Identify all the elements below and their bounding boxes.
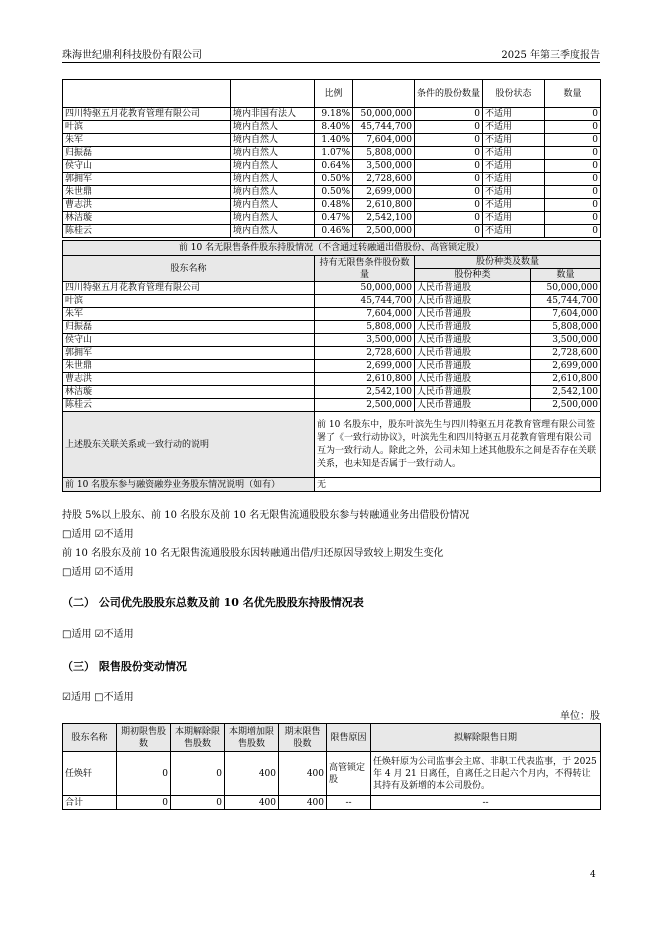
table-cell: 人民币普通股 <box>415 373 531 386</box>
table-cell: 叶滨 <box>63 121 231 134</box>
table-cell: 四川特驱五月花教育管理有限公司 <box>63 108 231 121</box>
table-row <box>63 321 601 334</box>
table-total-row <box>63 796 601 810</box>
table-cell: 0 <box>415 134 483 147</box>
table-cell: 0.46% <box>315 225 353 238</box>
table-cell: 2,610,800 <box>531 373 601 386</box>
table-cell: 2,542,100 <box>315 386 415 399</box>
table-cell: 不适用 <box>483 147 545 160</box>
table-cell: 陈桂云 <box>63 225 231 238</box>
section-restricted-applicability: ☑适用 □不适用 <box>62 692 134 703</box>
table-cell: 朱世鼎 <box>63 360 315 373</box>
change-applicability: □适用 ☑不适用 <box>62 567 134 578</box>
table-cell: 9.18% <box>315 108 353 121</box>
table-cell: 0 <box>415 147 483 160</box>
table-cell: 0 <box>415 212 483 225</box>
table-cell: 0.50% <box>315 186 353 199</box>
table-cell: 0.64% <box>315 160 353 173</box>
table-cell: 高管锁定股 <box>327 752 371 796</box>
table-cell: 3,500,000 <box>531 334 601 347</box>
table-cell: 拟解除限售日期 <box>371 724 601 752</box>
table-cell: 朱军 <box>63 308 315 321</box>
unrestricted-shareholders-table <box>62 240 601 492</box>
table-cell: 境内自然人 <box>231 121 315 134</box>
table-row <box>63 334 601 347</box>
table-cell: 2,610,800 <box>353 199 415 212</box>
table-cell: 2,500,000 <box>353 225 415 238</box>
table-cell: 50,000,000 <box>353 108 415 121</box>
table-cell: 任焕轩原为公司监事会主席、非职工代表监事，于 2025 年 4 月 21 日离任，自离任之日起六个月内，不得转让其持有及新增的本公司股份。 <box>371 752 601 796</box>
table-cell: 股东名称 <box>63 724 117 752</box>
table-cell: 境内自然人 <box>231 212 315 225</box>
col-header: 条件的股份数量 <box>415 80 483 108</box>
table-cell: 0 <box>171 752 225 796</box>
table-cell: 2,542,100 <box>531 386 601 399</box>
table-cell: 侯守山 <box>63 160 231 173</box>
table-cell: 归振磊 <box>63 147 231 160</box>
table-cell: 0 <box>545 147 601 160</box>
table-cell: 1.40% <box>315 134 353 147</box>
table-row <box>63 347 601 360</box>
table-row <box>63 360 601 373</box>
table-cell: 0 <box>545 173 601 186</box>
table-cell: 限售原因 <box>327 724 371 752</box>
table-cell: 四川特驱五月花教育管理有限公司 <box>63 282 315 295</box>
table-cell: 5,808,000 <box>531 321 601 334</box>
table-cell: 0.48% <box>315 199 353 212</box>
table-cell: 1.07% <box>315 147 353 160</box>
relation-label: 上述股东关联关系或一致行动的说明 <box>63 412 315 478</box>
table-cell: 0 <box>545 186 601 199</box>
table-row <box>63 225 601 238</box>
table-cell: 不适用 <box>483 121 545 134</box>
table-cell: 0 <box>415 199 483 212</box>
table-cell: 3,500,000 <box>353 160 415 173</box>
section-restricted-title: （三） 限售股份变动情况 <box>62 660 187 673</box>
table-cell: 50,000,000 <box>531 282 601 295</box>
table-cell: 人民币普通股 <box>415 308 531 321</box>
table-cell: 人民币普通股 <box>415 386 531 399</box>
table-cell: 林洁璇 <box>63 386 315 399</box>
table-cell: 0 <box>545 134 601 147</box>
table-cell: 0 <box>545 212 601 225</box>
table-cell: 境内自然人 <box>231 225 315 238</box>
table-cell: 不适用 <box>483 199 545 212</box>
table-cell: 林洁璇 <box>63 212 231 225</box>
table-cell: 叶滨 <box>63 295 315 308</box>
table-cell: 郭拥军 <box>63 173 231 186</box>
restricted-shares-table <box>62 723 601 810</box>
header-company: 珠海世纪鼎利科技股份有限公司 <box>62 50 202 61</box>
table-cell: 归振磊 <box>63 321 315 334</box>
table-cell: 45,744,700 <box>315 295 415 308</box>
margin-label: 前 10 名股东参与融资融券业务股东情况说明（如有） <box>63 478 315 492</box>
table-row <box>63 282 601 295</box>
table-cell: 陈桂云 <box>63 399 315 412</box>
table-row <box>63 147 601 160</box>
table-row <box>63 295 601 308</box>
table-cell: 期初限售股数 <box>117 724 171 752</box>
table-cell: 45,744,700 <box>353 121 415 134</box>
table-cell: 不适用 <box>483 134 545 147</box>
change-question: 前 10 名股东及前 10 名无限售流通股股东因转融通出借/归还原因导致较上期发生变化 <box>62 548 444 559</box>
table-row <box>63 199 601 212</box>
table-cell: 7,604,000 <box>315 308 415 321</box>
table-cell: 0 <box>117 752 171 796</box>
table-cell: 境内自然人 <box>231 160 315 173</box>
table-cell: 0 <box>171 796 225 810</box>
table-cell: 人民币普通股 <box>415 295 531 308</box>
table-cell: 期末限售股数 <box>279 724 327 752</box>
page-number: 4 <box>590 870 596 880</box>
table-cell: 2,699,000 <box>353 186 415 199</box>
table-cell: 0 <box>415 160 483 173</box>
table-cell: 境内自然人 <box>231 173 315 186</box>
section-preferred-title: （二） 公司优先股股东总数及前 10 名优先股股东持股情况表 <box>62 596 364 609</box>
table-cell: 不适用 <box>483 225 545 238</box>
table-cell: 曹志洪 <box>63 373 315 386</box>
table-cell: 人民币普通股 <box>415 334 531 347</box>
table-cell: 0.47% <box>315 212 353 225</box>
table-row <box>63 173 601 186</box>
table-cell: 2,500,000 <box>531 399 601 412</box>
table-cell: 郭拥军 <box>63 347 315 360</box>
table-cell: 朱军 <box>63 134 231 147</box>
col-header: 数量 <box>545 80 601 108</box>
table-cell: 0 <box>415 225 483 238</box>
table-cell: 侯守山 <box>63 334 315 347</box>
table-cell: 0 <box>545 121 601 134</box>
table-cell: 人民币普通股 <box>415 321 531 334</box>
table-row <box>63 399 601 412</box>
col-header <box>353 80 415 108</box>
table-cell: 50,000,000 <box>315 282 415 295</box>
table-cell: 400 <box>225 796 279 810</box>
unit-label: 单位：股 <box>560 711 600 722</box>
table-cell: 2,699,000 <box>531 360 601 373</box>
table-cell: 45,744,700 <box>531 295 601 308</box>
table-row <box>63 134 601 147</box>
table-cell: 不适用 <box>483 173 545 186</box>
table-cell: 7,604,000 <box>353 134 415 147</box>
table-cell: 2,699,000 <box>315 360 415 373</box>
relation-text: 前 10 名股东中，股东叶滨先生与四川特驱五月花教育管理有限公司签署了《一致行动协议》，叶滨先生和四川特驱五月花教育管理有限公司互为一致行动人。除此之外，公司未知上述其他股东之间是否存在关联关系，也未知是否属于一致行动人。 <box>315 412 601 478</box>
table-row <box>63 386 601 399</box>
table-cell: 7,604,000 <box>531 308 601 321</box>
table-row <box>63 108 601 121</box>
section-preferred-applicability: □适用 ☑不适用 <box>62 629 134 640</box>
table-cell: 400 <box>225 752 279 796</box>
table-cell: 本期解除限售股数 <box>171 724 225 752</box>
table-cell: 任焕轩 <box>63 752 117 796</box>
table-row <box>63 752 601 796</box>
table-cell: 2,728,600 <box>315 347 415 360</box>
table-cell: 境内自然人 <box>231 147 315 160</box>
table-cell: 人民币普通股 <box>415 282 531 295</box>
header-report-title: 2025 年第三季度报告 <box>501 50 600 61</box>
col-header: 股份种类及数量 <box>415 256 601 269</box>
table-row <box>63 121 601 134</box>
top10-shareholders-table <box>62 79 601 238</box>
lending-applicability: □适用 ☑不适用 <box>62 529 134 540</box>
table-cell: 0 <box>545 160 601 173</box>
table-cell: 2,728,600 <box>531 347 601 360</box>
table-cell: 2,500,000 <box>315 399 415 412</box>
table-cell: 2,610,800 <box>315 373 415 386</box>
table-cell: 0.50% <box>315 173 353 186</box>
table-cell: 5,808,000 <box>315 321 415 334</box>
table-cell: 人民币普通股 <box>415 399 531 412</box>
table-cell: 400 <box>279 752 327 796</box>
table-cell: 境内非国有法人 <box>231 108 315 121</box>
table-row <box>63 212 601 225</box>
table-cell: -- <box>327 796 371 810</box>
col-header: 股份种类 <box>415 269 531 282</box>
table-cell: 朱世鼎 <box>63 186 231 199</box>
col-header: 股份状态 <box>483 80 545 108</box>
table-cell: 2,542,100 <box>353 212 415 225</box>
table-cell: 曹志洪 <box>63 199 231 212</box>
table-cell: 0 <box>545 225 601 238</box>
table-row <box>63 308 601 321</box>
table-cell: 不适用 <box>483 212 545 225</box>
table-cell: 3,500,000 <box>315 334 415 347</box>
table-title: 前 10 名无限售条件股东持股情况（不含通过转融通出借股份、高管锁定股） <box>63 241 601 256</box>
table-cell: 境内自然人 <box>231 134 315 147</box>
col-header: 持有无限售条件股份数量 <box>315 256 415 282</box>
table-row <box>63 186 601 199</box>
table-cell: 0 <box>415 173 483 186</box>
lending-question: 持股 5%以上股东、前 10 名股东及前 10 名无限售流通股股东参与转融通业务出借股份情况 <box>62 510 470 521</box>
table-cell: 本期增加限售股数 <box>225 724 279 752</box>
table-cell: -- <box>371 796 601 810</box>
table-row <box>63 373 601 386</box>
table-cell: 0 <box>545 108 601 121</box>
table-cell: 不适用 <box>483 108 545 121</box>
table-cell: 8.40% <box>315 121 353 134</box>
col-header: 数量 <box>531 269 601 282</box>
margin-text: 无 <box>315 478 601 492</box>
col-header: 股东名称 <box>63 256 315 282</box>
col-header: 比例 <box>315 80 353 108</box>
header-rule <box>62 62 600 63</box>
table-cell: 合计 <box>63 796 117 810</box>
table-header-row <box>63 724 601 752</box>
table-cell: 0 <box>415 186 483 199</box>
table-cell: 人民币普通股 <box>415 347 531 360</box>
table-cell: 5,808,000 <box>353 147 415 160</box>
table-row <box>63 160 601 173</box>
table-cell: 0 <box>415 108 483 121</box>
table-header-row <box>63 80 601 108</box>
table-cell: 2,728,600 <box>353 173 415 186</box>
table-cell: 400 <box>279 796 327 810</box>
table-cell: 境内自然人 <box>231 199 315 212</box>
table-cell: 不适用 <box>483 186 545 199</box>
table-cell: 不适用 <box>483 160 545 173</box>
table-cell: 境内自然人 <box>231 186 315 199</box>
table-cell: 0 <box>545 199 601 212</box>
table-cell: 人民币普通股 <box>415 360 531 373</box>
table-cell: 0 <box>117 796 171 810</box>
table-cell: 0 <box>415 121 483 134</box>
page-header <box>62 46 600 60</box>
